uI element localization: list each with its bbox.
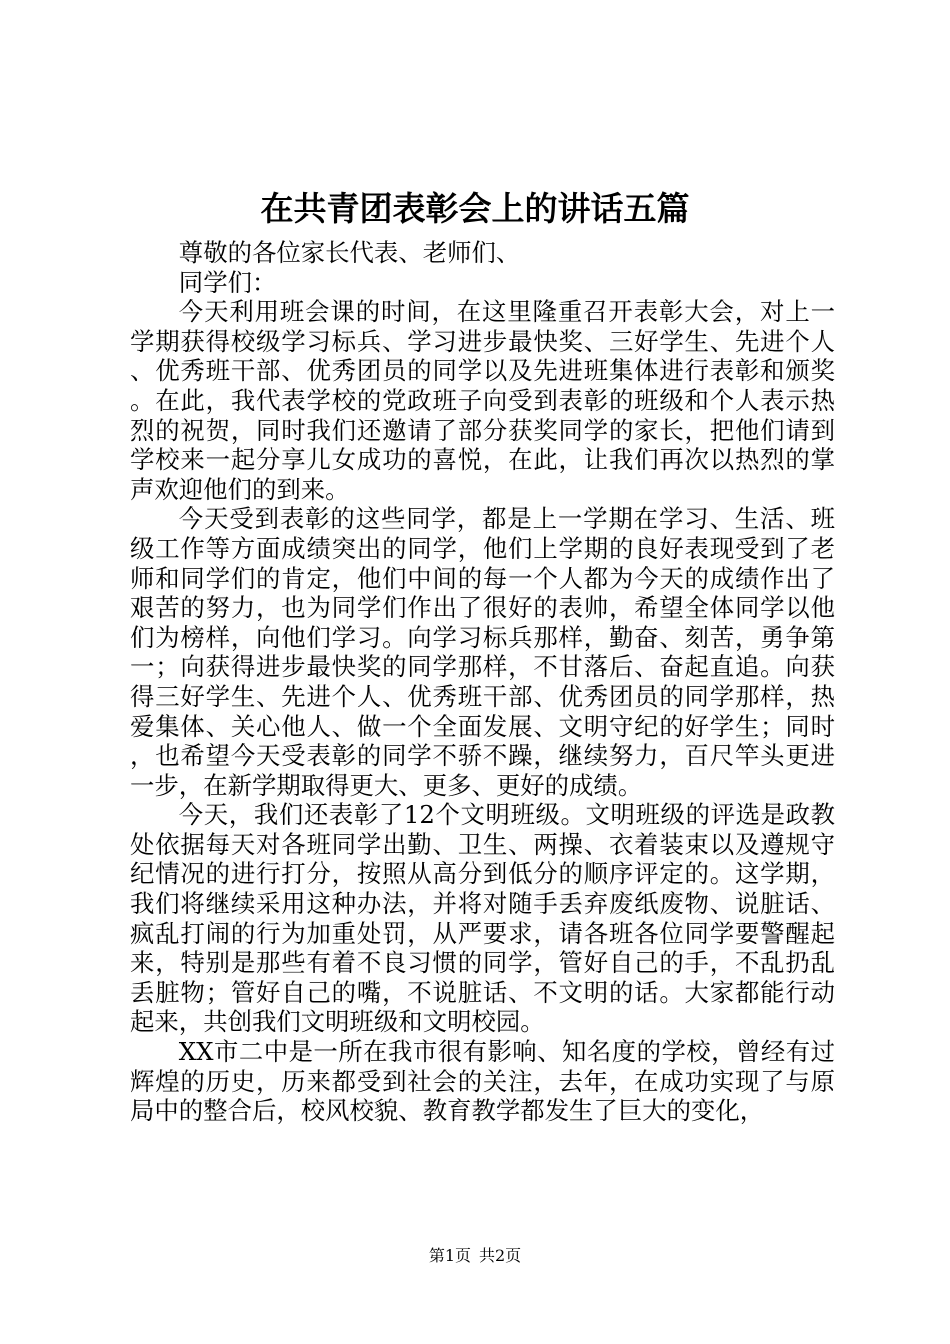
document-title: 在共青团表彰会上的讲话五篇: [260, 189, 690, 228]
body-paragraph-2: 今天受到表彰的这些同学，都是上一学期在学习、生活、班级工作等方面成绩突出的同学，他们上学期的良好表现受到了老师和同学们的肯定，他们中间的每一个人都为今天的成绩作出了艰苦的努力，也为同学们作出了很好的表帅，希望全体同学以他们为榜样，向他们学习。向学习标兵那样，勤奋、刻苦，勇争第一；向获得进步最快奖的同学那样，不甘落后、奋起直追。向获得三好学生、先进个人、优秀班干部、优秀团员的同学那样，热爱集体、关心他人、做一个全面发展、文明守纪的好学生；同时，也希望今天受表彰的同学不骄不躁，继续努力，百尺竿头更进一步，在新学期取得更大、更多、更好的成绩。: [130, 504, 835, 800]
salutation-line-2: 同学们：: [178, 267, 277, 297]
body-paragraph-1: 今天利用班会课的时间，在这里隆重召开表彰大会，对上一学期获得校级学习标兵、学习进步最快奖、三好学生、先进个人、优秀班干部、优秀团员的同学以及先进班集体进行表彰和颁奖。在此，我代表学校的党政班子向受到表彰的班级和个人表示热烈的祝贺，同时我们还邀请了部分获奖同学的家长，把他们请到学校来一起分享儿女成功的喜悦，在此，让我们再次以热烈的掌声欢迎他们的到来。: [130, 297, 835, 504]
page-number: 第1页: [428, 1246, 471, 1265]
body-paragraph-3: 今天，我们还表彰了12个文明班级。文明班级的评选是政教处依据每天对各班同学出勤、卫生、两操、衣着装束以及遵规守纪情况的进行打分，按照从高分到低分的顺序评定的。这学期，我们将继续采用这种办法，并将对随手丢弃废纸废物、说脏话、疯乱打闹的行为加重处罚，从严要求，请各班各位同学要警醒起来，特别是那些有着不良习惯的同学，管好自己的手，不乱扔乱丢脏物；管好自己的嘴，不说脏话、不文明的话。大家都能行动起来，共创我们文明班级和文明校园。: [130, 800, 835, 1037]
document-body: [130, 238, 835, 1126]
page-total: 共2页: [479, 1246, 522, 1265]
salutation-line-1: 尊敬的各位家长代表、老师们、: [178, 238, 521, 267]
body-paragraph-4: XX市二中是一所在我市很有影响、知名度的学校，曾经有过辉煌的历史，历来都受到社会的关注，去年，在成功实现了与原局中的整合后，校风校貌、教育教学都发生了巨大的变化，: [130, 1037, 835, 1126]
page-footer: [0, 1245, 950, 1267]
